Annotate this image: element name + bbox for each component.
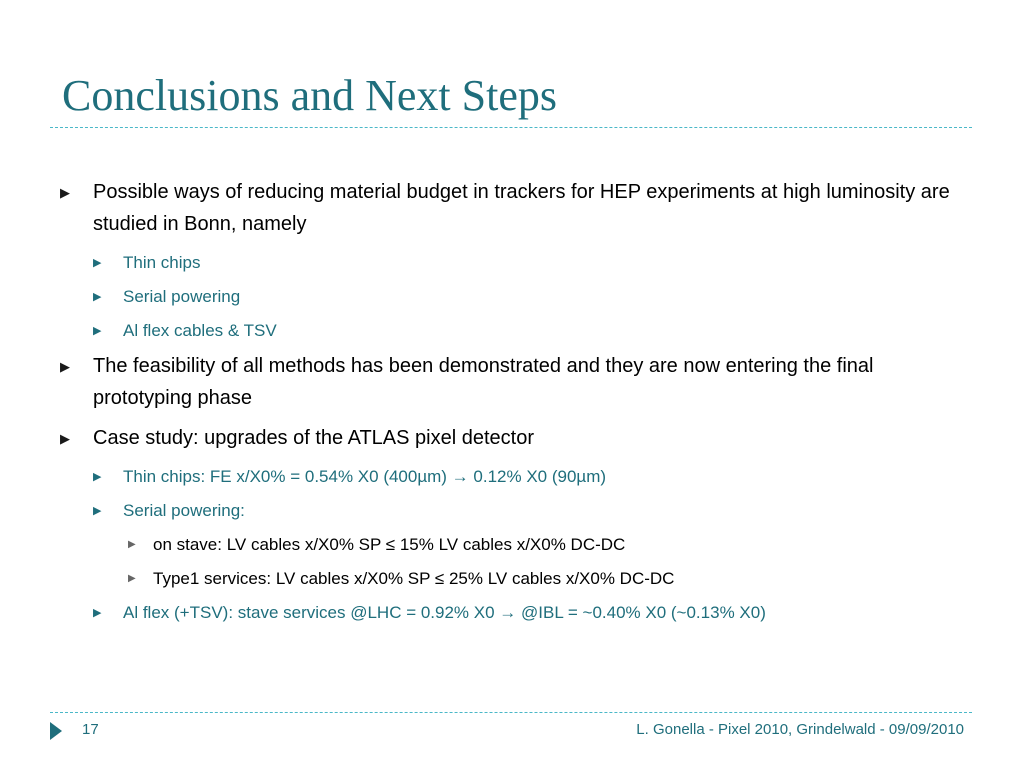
sub-sub-bullet-3-2-2 [60,564,970,594]
bullet-1 [60,176,970,240]
page-number: 17 [82,721,99,738]
sub-sub-bullet-triangle-icon: ▶ [128,573,136,584]
sub-bullet-3-2-text: Serial powering: [123,501,245,520]
sub-bullet-1-2 [60,282,970,312]
sub-bullet-triangle-icon: ▶ [93,607,102,619]
bullet-1-text: Possible ways of reducing material budget in trackers for HEP experiments at high luminosity are studied in Bonn, namely [93,181,950,235]
bullet-2 [60,350,970,414]
bullet-triangle-icon: ▶ [60,359,70,374]
bullet-triangle-icon: ▶ [60,431,70,446]
sub-bullet-3-2 [60,496,970,526]
sub-bullet-1-3 [60,316,970,346]
sub-bullet-3-3 [60,598,970,628]
sub-bullet-3-1-text: Thin chips: FE x/X0% = 0.54% X0 (400µm) → 0.12% X0 (90µm) [123,467,607,486]
sub-bullet-1-2-text: Serial powering [123,287,241,306]
bullet-3-text: Case study: upgrades of the ATLAS pixel detector [93,427,534,449]
slide-content [60,176,970,632]
sub-sub-bullet-triangle-icon: ▶ [128,539,136,550]
sub-bullet-1-1-text: Thin chips [123,253,201,272]
sub-sub-bullet-3-2-1 [60,530,970,560]
slide-title: Conclusions and Next Steps [62,71,557,120]
bullet-triangle-icon: ▶ [60,185,70,200]
sub-sub-bullet-3-2-1-text: on stave: LV cables x/X0% SP ≤ 15% LV cables x/X0% DC-DC [153,535,626,554]
sub-bullet-triangle-icon: ▶ [93,257,102,269]
bullet-2-text: The feasibility of all methods has been demonstrated and they are now entering the final prototyping phase [93,355,874,409]
sub-bullet-3-3-text: Al flex (+TSV): stave services @LHC = 0.92% X0 → @IBL = ~0.40% X0 (~0.13% X0) [123,603,766,622]
sub-bullet-triangle-icon: ▶ [93,505,102,517]
bullet-3 [60,422,970,454]
play-triangle-icon [50,722,62,740]
sub-bullet-1-1 [60,248,970,278]
sub-bullet-triangle-icon: ▶ [93,471,102,483]
sub-bullet-triangle-icon: ▶ [93,325,102,337]
title-divider [50,127,972,128]
footer-divider [50,712,972,713]
sub-sub-bullet-3-2-2-text: Type1 services: LV cables x/X0% SP ≤ 25% LV cables x/X0% DC-DC [153,569,675,588]
sub-bullet-triangle-icon: ▶ [93,291,102,303]
sub-bullet-1-3-text: Al flex cables & TSV [123,321,277,340]
footer-author: L. Gonella - Pixel 2010, Grindelwald - 09/09/2010 [636,721,964,738]
sub-bullet-3-1 [60,462,970,492]
